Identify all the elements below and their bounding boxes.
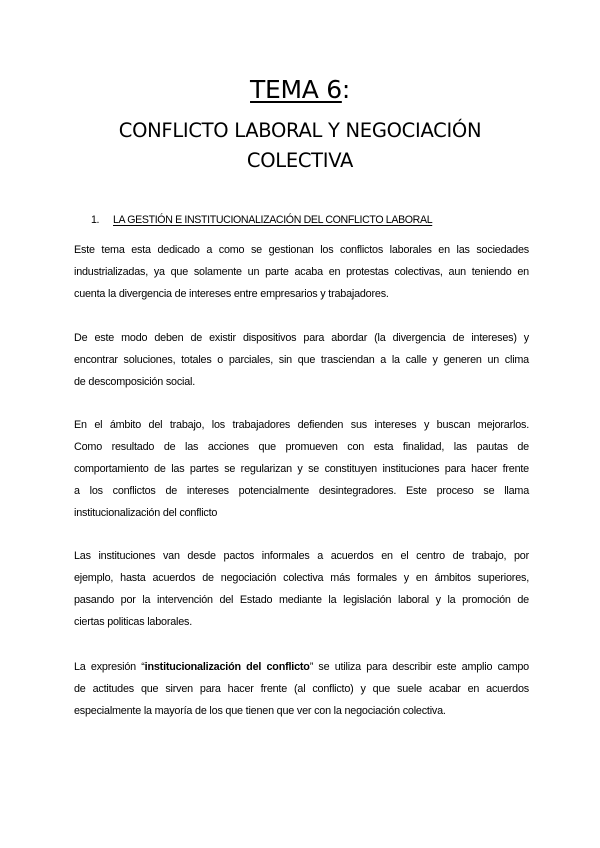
page-subtitle (60, 116, 540, 176)
paragraph-line: especialmente la mayoría de los que tienen que ver con la negociación colectiva. (74, 705, 446, 717)
paragraph-line: En el ámbito del trabajo, los trabajadores defienden sus intereses y buscan mejorarlos. (74, 419, 529, 431)
paragraph-line: institucionalización del conflicto (74, 507, 218, 519)
page-title (0, 74, 600, 106)
title-colon: : (341, 75, 350, 104)
paragraph-line: Como resultado de las acciones que promueven con esta finalidad, las pautas de (74, 441, 529, 453)
paragraph-line: ciertas politicas laborales. (74, 616, 193, 628)
subtitle-line-2: COLECTIVA (246, 149, 354, 172)
paragraph-line: de actitudes que sirven para hacer frente (al conflicto) y que suele acabar en acuerdos (74, 683, 529, 695)
paragraph-line: industrializadas, ya que solamente un parte acaba en protestas colectivas, aun teniendo en (74, 266, 529, 278)
paragraph-1 (74, 239, 529, 305)
bold-term: institucionalización del conflicto (144, 661, 310, 673)
paragraph-line: De este modo deben de existir dispositivos para abordar (la divergencia de intereses) y (74, 332, 529, 344)
paragraph-line: cuenta la divergencia de intereses entre empresarios y trabajadores. (74, 288, 389, 300)
paragraph-line: Este tema esta dedicado a como se gestionan los conflictos laborales en las sociedades (74, 244, 529, 256)
paragraph-line: comportamiento de las partes se regularizan y se constituyen instituciones para hacer frente (74, 463, 529, 475)
paragraph-line: encontrar soluciones, totales o parciales, sin que trasciendan a la calle y generen un clima (74, 354, 529, 366)
paragraph-4 (74, 545, 529, 633)
paragraph-line (74, 656, 529, 678)
paragraph-5 (74, 656, 529, 722)
paragraph-line: de descomposición social. (74, 376, 196, 388)
paragraph-line: ejemplo, hasta acuerdos de negociación colectiva más formales y en ámbitos superiores, (74, 572, 529, 584)
section-label: LA GESTIÓN E INSTITUCIONALIZACIÓN DEL CONFLICTO LABORAL (113, 214, 433, 226)
expression-suffix: ” se utiliza para describir este amplio campo (309, 661, 529, 673)
paragraph-2 (74, 327, 529, 393)
paragraph-3 (74, 414, 529, 524)
subtitle-line-1: CONFLICTO LABORAL Y NEGOCIACIÓN (118, 119, 482, 142)
title-tema: TEMA 6 (250, 75, 342, 104)
paragraph-line: Las instituciones van desde pactos informales a acuerdos en el centro de trabajo, por (74, 550, 529, 562)
section-number: 1. (91, 214, 100, 226)
section-heading (91, 213, 551, 227)
paragraph-line: a los conflictos de intereses potencialmente desintegradores. Este proceso se llama (74, 485, 529, 497)
paragraph-line: pasando por la intervención del Estado mediante la legislación laboral y la promoción de (74, 594, 529, 606)
expression-prefix: La expresión “ (74, 661, 145, 673)
